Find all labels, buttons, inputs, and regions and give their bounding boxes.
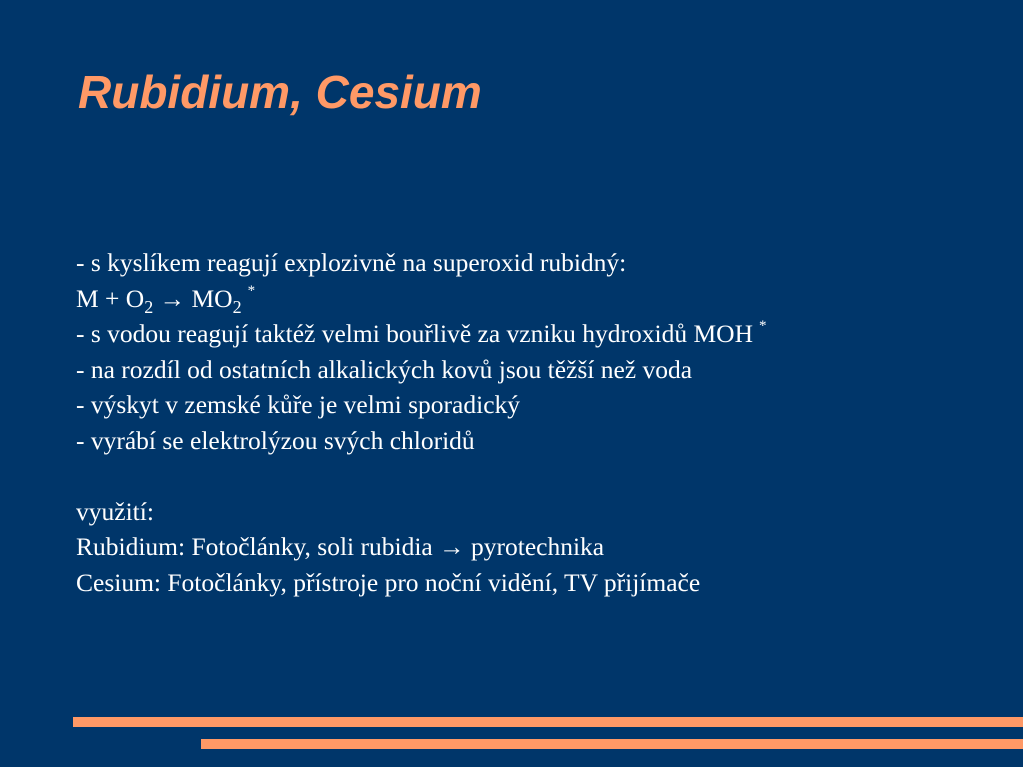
uses-rubidium: Rubidium: Fotočlánky, soli rubidia → pyrotechnika xyxy=(76,532,605,561)
bullet-density: - na rozdíl od ostatních alkalických kovů jsou těžší než voda xyxy=(76,354,693,384)
decorative-bar-top xyxy=(73,717,1023,727)
uses-heading: využití: xyxy=(76,496,154,526)
uses-cesium: Cesium: Fotočlánky, přístroje pro noční vidění, TV přijímače xyxy=(76,567,701,597)
equation-product: → MO xyxy=(153,283,233,313)
slide-title: Rubidium, Cesium xyxy=(78,66,482,118)
bullet-occurrence: - výskyt v zemské kůře je velmi sporadický xyxy=(76,390,521,419)
decorative-bar-bottom xyxy=(201,739,1023,749)
bullet-water-text: - s vodou reagují taktéž velmi bouřlivě za vzniku hydroxidů MOH xyxy=(76,319,754,348)
bullet-oxygen-reaction: - s kyslíkem reagují explozivně na superoxid rubidný: xyxy=(76,248,627,277)
equation-reactants: M + O xyxy=(76,283,145,313)
bullet-production: - vyrábí se elektrolýzou svých chloridů xyxy=(76,425,475,455)
equation-line xyxy=(76,281,996,317)
slide-body xyxy=(76,245,996,600)
water-footnote-mark: * xyxy=(759,318,767,334)
equation-subscript-mo2: 2 xyxy=(232,296,242,317)
paragraph-gap xyxy=(76,458,996,494)
equation-footnote-mark: * xyxy=(247,282,256,299)
equation-subscript-o2: 2 xyxy=(144,296,154,317)
bullet-water-reaction xyxy=(76,316,996,352)
